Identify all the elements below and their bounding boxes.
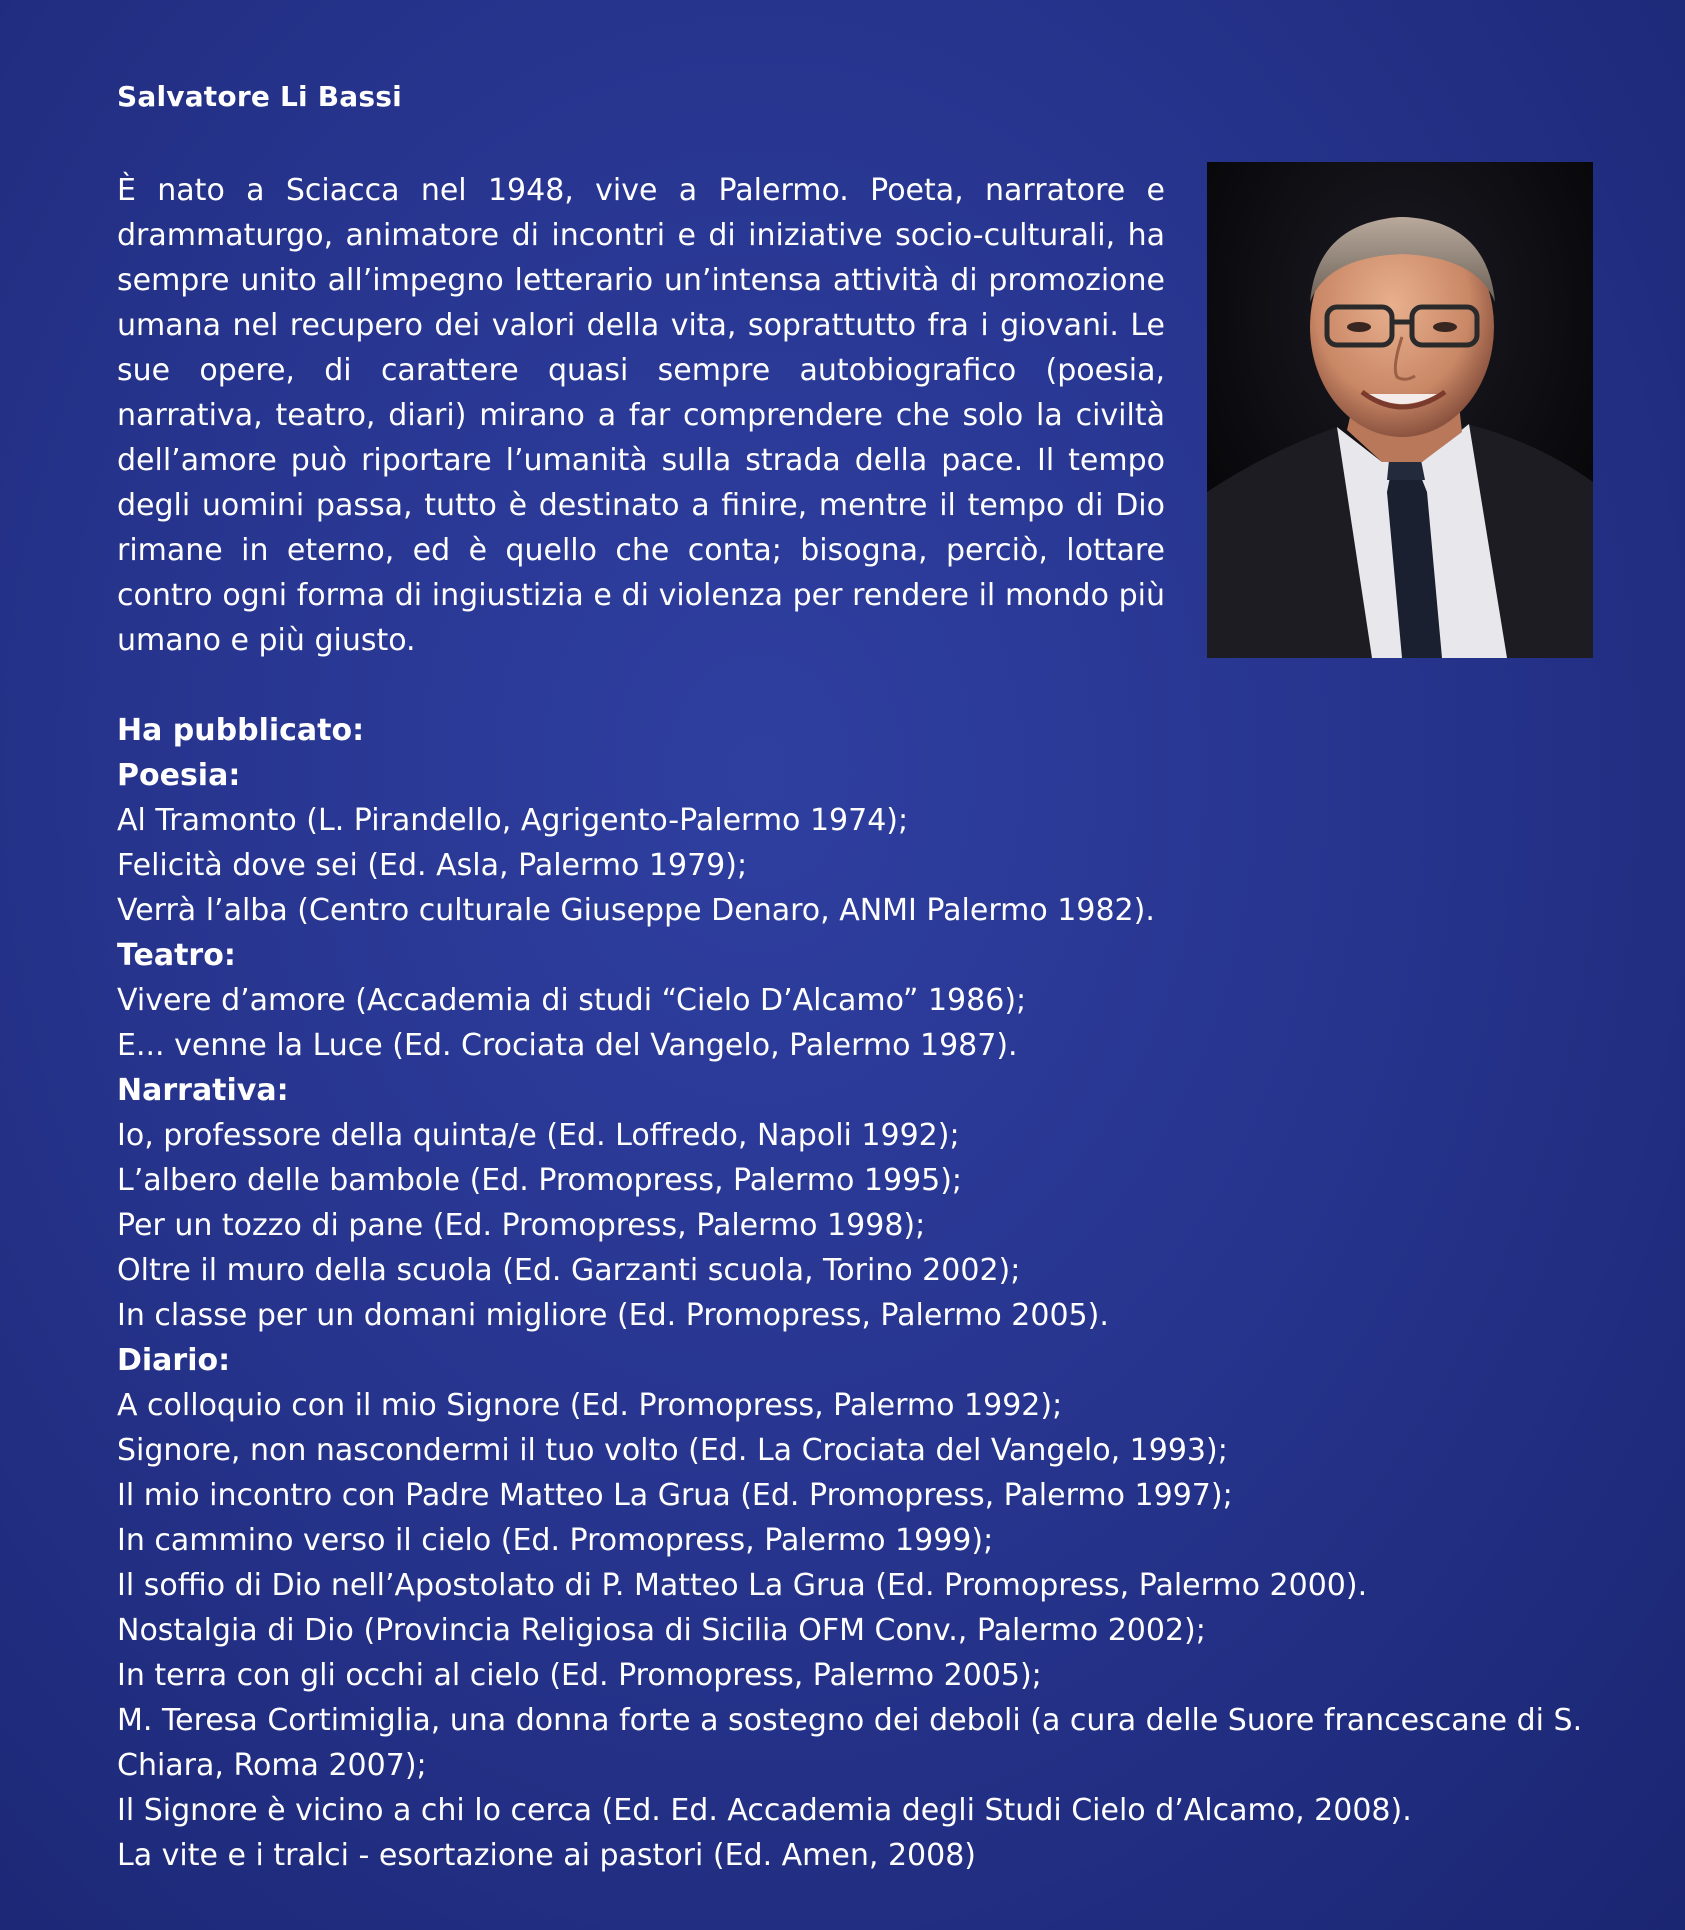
publications-list bbox=[117, 708, 1597, 1878]
author-name: Salvatore Li Bassi bbox=[117, 80, 402, 113]
section-poesia bbox=[117, 753, 1597, 933]
list-item: La vite e i tralci - esortazione ai pastori (Ed. Amen, 2008) bbox=[117, 1838, 976, 1873]
section-title: Diario: bbox=[117, 1343, 231, 1378]
portrait-illustration bbox=[1207, 162, 1593, 658]
list-item: Io, professore della quinta/e (Ed. Loffredo, Napoli 1992); bbox=[117, 1118, 960, 1153]
section-title: Narrativa: bbox=[117, 1073, 289, 1108]
publications-heading: Ha pubblicato: bbox=[117, 713, 365, 748]
list-item: Per un tozzo di pane (Ed. Promopress, Palermo 1998); bbox=[117, 1208, 926, 1243]
list-item: L’albero delle bambole (Ed. Promopress, Palermo 1995); bbox=[117, 1163, 963, 1198]
list-item: Nostalgia di Dio (Provincia Religiosa di Sicilia OFM Conv., Palermo 2002); bbox=[117, 1613, 1206, 1648]
author-biography: È nato a Sciacca nel 1948, vive a Palermo. Poeta, narratore e drammaturgo, animatore di incontri e di iniziative socio-culturali, ha sempre unito all’impegno letterario un’intensa attività di promozione umana nel recupero dei valori della vita, soprattutto fra i giovani. Le sue opere, di carattere quasi sempre autobiografico (poesia, narrativa, teatro, diari) mirano a far comprendere che solo la civiltà dell’amore può riportare l’umanità sulla strada della pace. Il tempo degli uomini passa, tutto è destinato a finire, mentre il tempo di Dio rimane in eterno, ed è quello che conta; bisogna, perciò, lottare contro ogni forma di ingiustizia e di violenza per rendere il mondo più umano e più giusto. bbox=[117, 173, 1165, 658]
list-item: Vivere d’amore (Accademia di studi “Cielo D’Alcamo” 1986); bbox=[117, 983, 1027, 1018]
section-teatro bbox=[117, 933, 1597, 1068]
list-item: Il soffio di Dio nell’Apostolato di P. Matteo La Grua (Ed. Promopress, Palermo 2000). bbox=[117, 1568, 1368, 1603]
section-title: Teatro: bbox=[117, 938, 236, 973]
list-item: E... venne la Luce (Ed. Crociata del Vangelo, Palermo 1987). bbox=[117, 1028, 1018, 1063]
list-item: Felicità dove sei (Ed. Asla, Palermo 1979); bbox=[117, 848, 748, 883]
section-diario bbox=[117, 1338, 1597, 1878]
list-item: In classe per un domani migliore (Ed. Promopress, Palermo 2005). bbox=[117, 1298, 1109, 1333]
list-item: Verrà l’alba (Centro culturale Giuseppe Denaro, ANMI Palermo 1982). bbox=[117, 893, 1155, 928]
list-item: M. Teresa Cortimiglia, una donna forte a sostegno dei deboli (a cura delle Suore francescane di S. Chiara, Roma 2007); bbox=[117, 1703, 1583, 1783]
list-item: Signore, non nascondermi il tuo volto (Ed. La Crociata del Vangelo, 1993); bbox=[117, 1433, 1228, 1468]
list-item: Oltre il muro della scuola (Ed. Garzanti scuola, Torino 2002); bbox=[117, 1253, 1021, 1288]
list-item: In cammino verso il cielo (Ed. Promopress, Palermo 1999); bbox=[117, 1523, 994, 1558]
list-item: A colloquio con il mio Signore (Ed. Promopress, Palermo 1992); bbox=[117, 1388, 1063, 1423]
list-item: Il Signore è vicino a chi lo cerca (Ed. Ed. Accademia degli Studi Cielo d’Alcamo, 2008). bbox=[117, 1793, 1412, 1828]
section-narrativa bbox=[117, 1068, 1597, 1338]
author-portrait-photo bbox=[1207, 162, 1593, 658]
list-item: Al Tramonto (L. Pirandello, Agrigento-Palermo 1974); bbox=[117, 803, 909, 838]
list-item: Il mio incontro con Padre Matteo La Grua (Ed. Promopress, Palermo 1997); bbox=[117, 1478, 1233, 1513]
list-item: In terra con gli occhi al cielo (Ed. Promopress, Palermo 2005); bbox=[117, 1658, 1042, 1693]
section-title: Poesia: bbox=[117, 758, 241, 793]
